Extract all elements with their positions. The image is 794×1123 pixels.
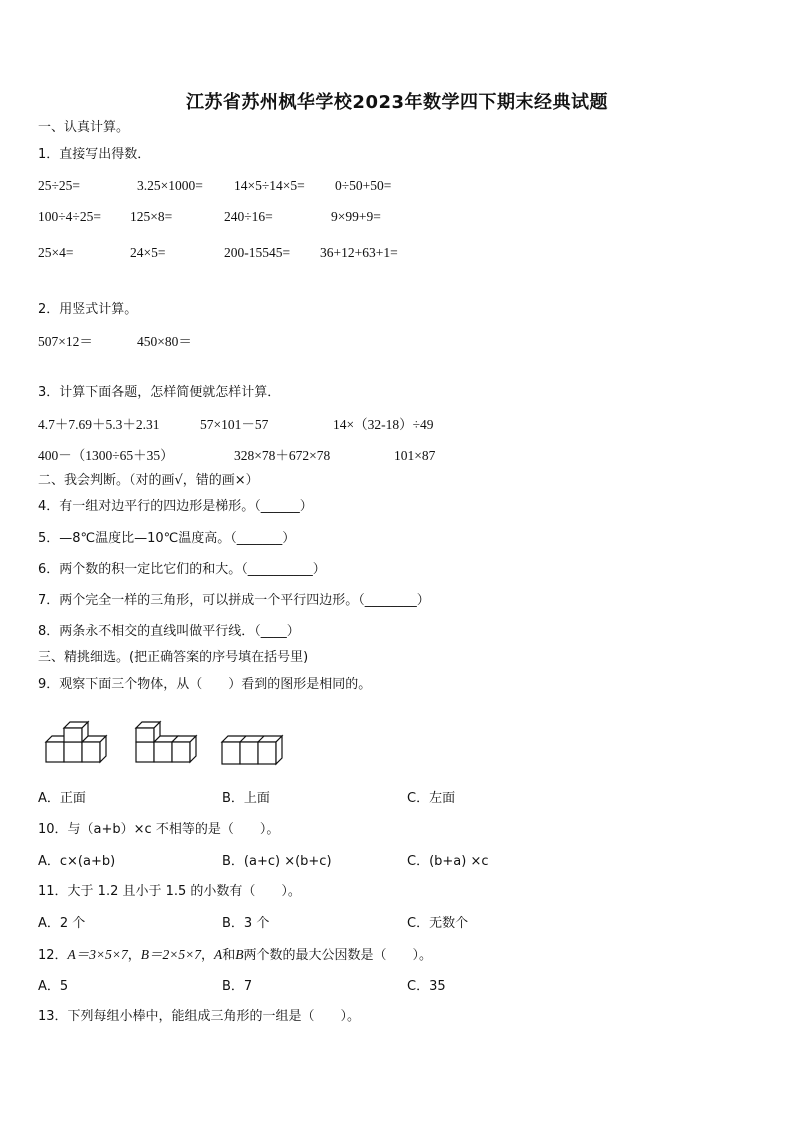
option-12b: B．7 <box>222 979 253 994</box>
calc-item: 328×78＋672×78 <box>234 448 331 463</box>
option-11c: C．无数个 <box>407 916 469 931</box>
calc-item: 25÷25= <box>38 178 81 193</box>
calc-item: 9×99+9= <box>331 209 381 224</box>
calc-item: 125×8= <box>130 209 173 224</box>
question-3: 3．计算下面各题，怎样简便就怎样计算． <box>38 385 281 400</box>
question-12-tail: 两个数的最大公因数是（ ）。 <box>243 948 433 963</box>
calc-item: 0÷50+50= <box>335 178 392 193</box>
judge-item-4: 4．有一组对边平行的四边形是梯形。（______） <box>38 499 313 514</box>
question-13: 13．下列每组小棒中，能组成三角形的一组是（ ）。 <box>38 1009 361 1024</box>
section-heading-3: 三、精挑细选。(把正确答案的序号填在括号里) <box>38 650 309 665</box>
page-title: 江苏省苏州枫华学校2023年数学四下期末经典试题 <box>185 92 609 113</box>
question-10: 10．与（a+b）×c 不相等的是（ ）。 <box>38 822 280 837</box>
judge-item-8: 8．两条永不相交的直线叫做平行线．（____） <box>38 624 300 639</box>
option-12c: C．35 <box>407 979 446 994</box>
calc-item: 3.25×1000= <box>137 178 203 193</box>
question-2: 2．用竖式计算。 <box>38 302 138 317</box>
calc-item: 400－（1300÷65＋35） <box>38 448 174 463</box>
calc-item: 101×87 <box>394 448 436 463</box>
question-12 <box>38 947 432 964</box>
calc-item: 25×4= <box>38 245 74 260</box>
calc-item: 57×101－57 <box>200 417 269 432</box>
option-9b: B．上面 <box>222 791 270 806</box>
calc-item: 24×5= <box>130 245 166 260</box>
calc-item: 200-15545= <box>224 245 291 260</box>
conjunction: 和 <box>222 948 236 963</box>
judge-item-5: 5．—8℃温度比—10℃温度高。（_______） <box>38 531 296 546</box>
var-b: B <box>235 947 244 962</box>
cube-object-1-figure <box>40 718 110 768</box>
judge-item-7: 7．两个完全一样的三角形，可以拼成一个平行四边形。（________） <box>38 593 430 608</box>
separator: ， <box>201 948 215 963</box>
calc-item: 4.7＋7.69＋5.3＋2.31 <box>38 417 160 432</box>
var-a: A <box>214 947 223 962</box>
calc-item: 240÷16= <box>224 209 273 224</box>
section-heading-1: 一、认真计算。 <box>38 120 130 135</box>
question-1: 1．直接写出得数． <box>38 147 151 162</box>
calc-item: 100÷4÷25= <box>38 209 101 224</box>
question-12-number: 12． <box>38 948 68 963</box>
option-9a: A．正面 <box>38 791 86 806</box>
option-9c: C．左面 <box>407 791 456 806</box>
question-9: 9．观察下面三个物体，从（ ）看到的图形是相同的。 <box>38 677 372 692</box>
calc-item: 36+12+63+1= <box>320 245 398 260</box>
judge-item-6: 6．两个数的积一定比它们的和大。（__________） <box>38 562 326 577</box>
section-heading-2: 二、我会判断。（对的画√，错的画×） <box>38 473 259 488</box>
option-10b: B．(a+c) ×(b+c) <box>222 854 332 869</box>
option-11b: B．3 个 <box>222 916 270 931</box>
calc-item: 450×80＝ <box>137 334 192 349</box>
expr-a: A＝3×5×7 <box>67 947 128 962</box>
cube-object-2-figure <box>130 718 200 768</box>
option-11a: A．2 个 <box>38 916 86 931</box>
question-11: 11．大于 1.2 且小于 1.5 的小数有（ ）。 <box>38 884 301 899</box>
separator: ， <box>127 948 141 963</box>
cube-object-3-figure <box>218 730 288 770</box>
option-12a: A．5 <box>38 979 69 994</box>
calc-item: 14×（32-18）÷49 <box>333 417 434 432</box>
calc-item: 14×5÷14×5= <box>234 178 305 193</box>
calc-item: 507×12＝ <box>38 334 93 349</box>
expr-b: B＝2×5×7 <box>140 947 201 962</box>
option-10c: C．(b+a) ×c <box>407 854 489 869</box>
option-10a: A．c×(a+b) <box>38 854 116 869</box>
